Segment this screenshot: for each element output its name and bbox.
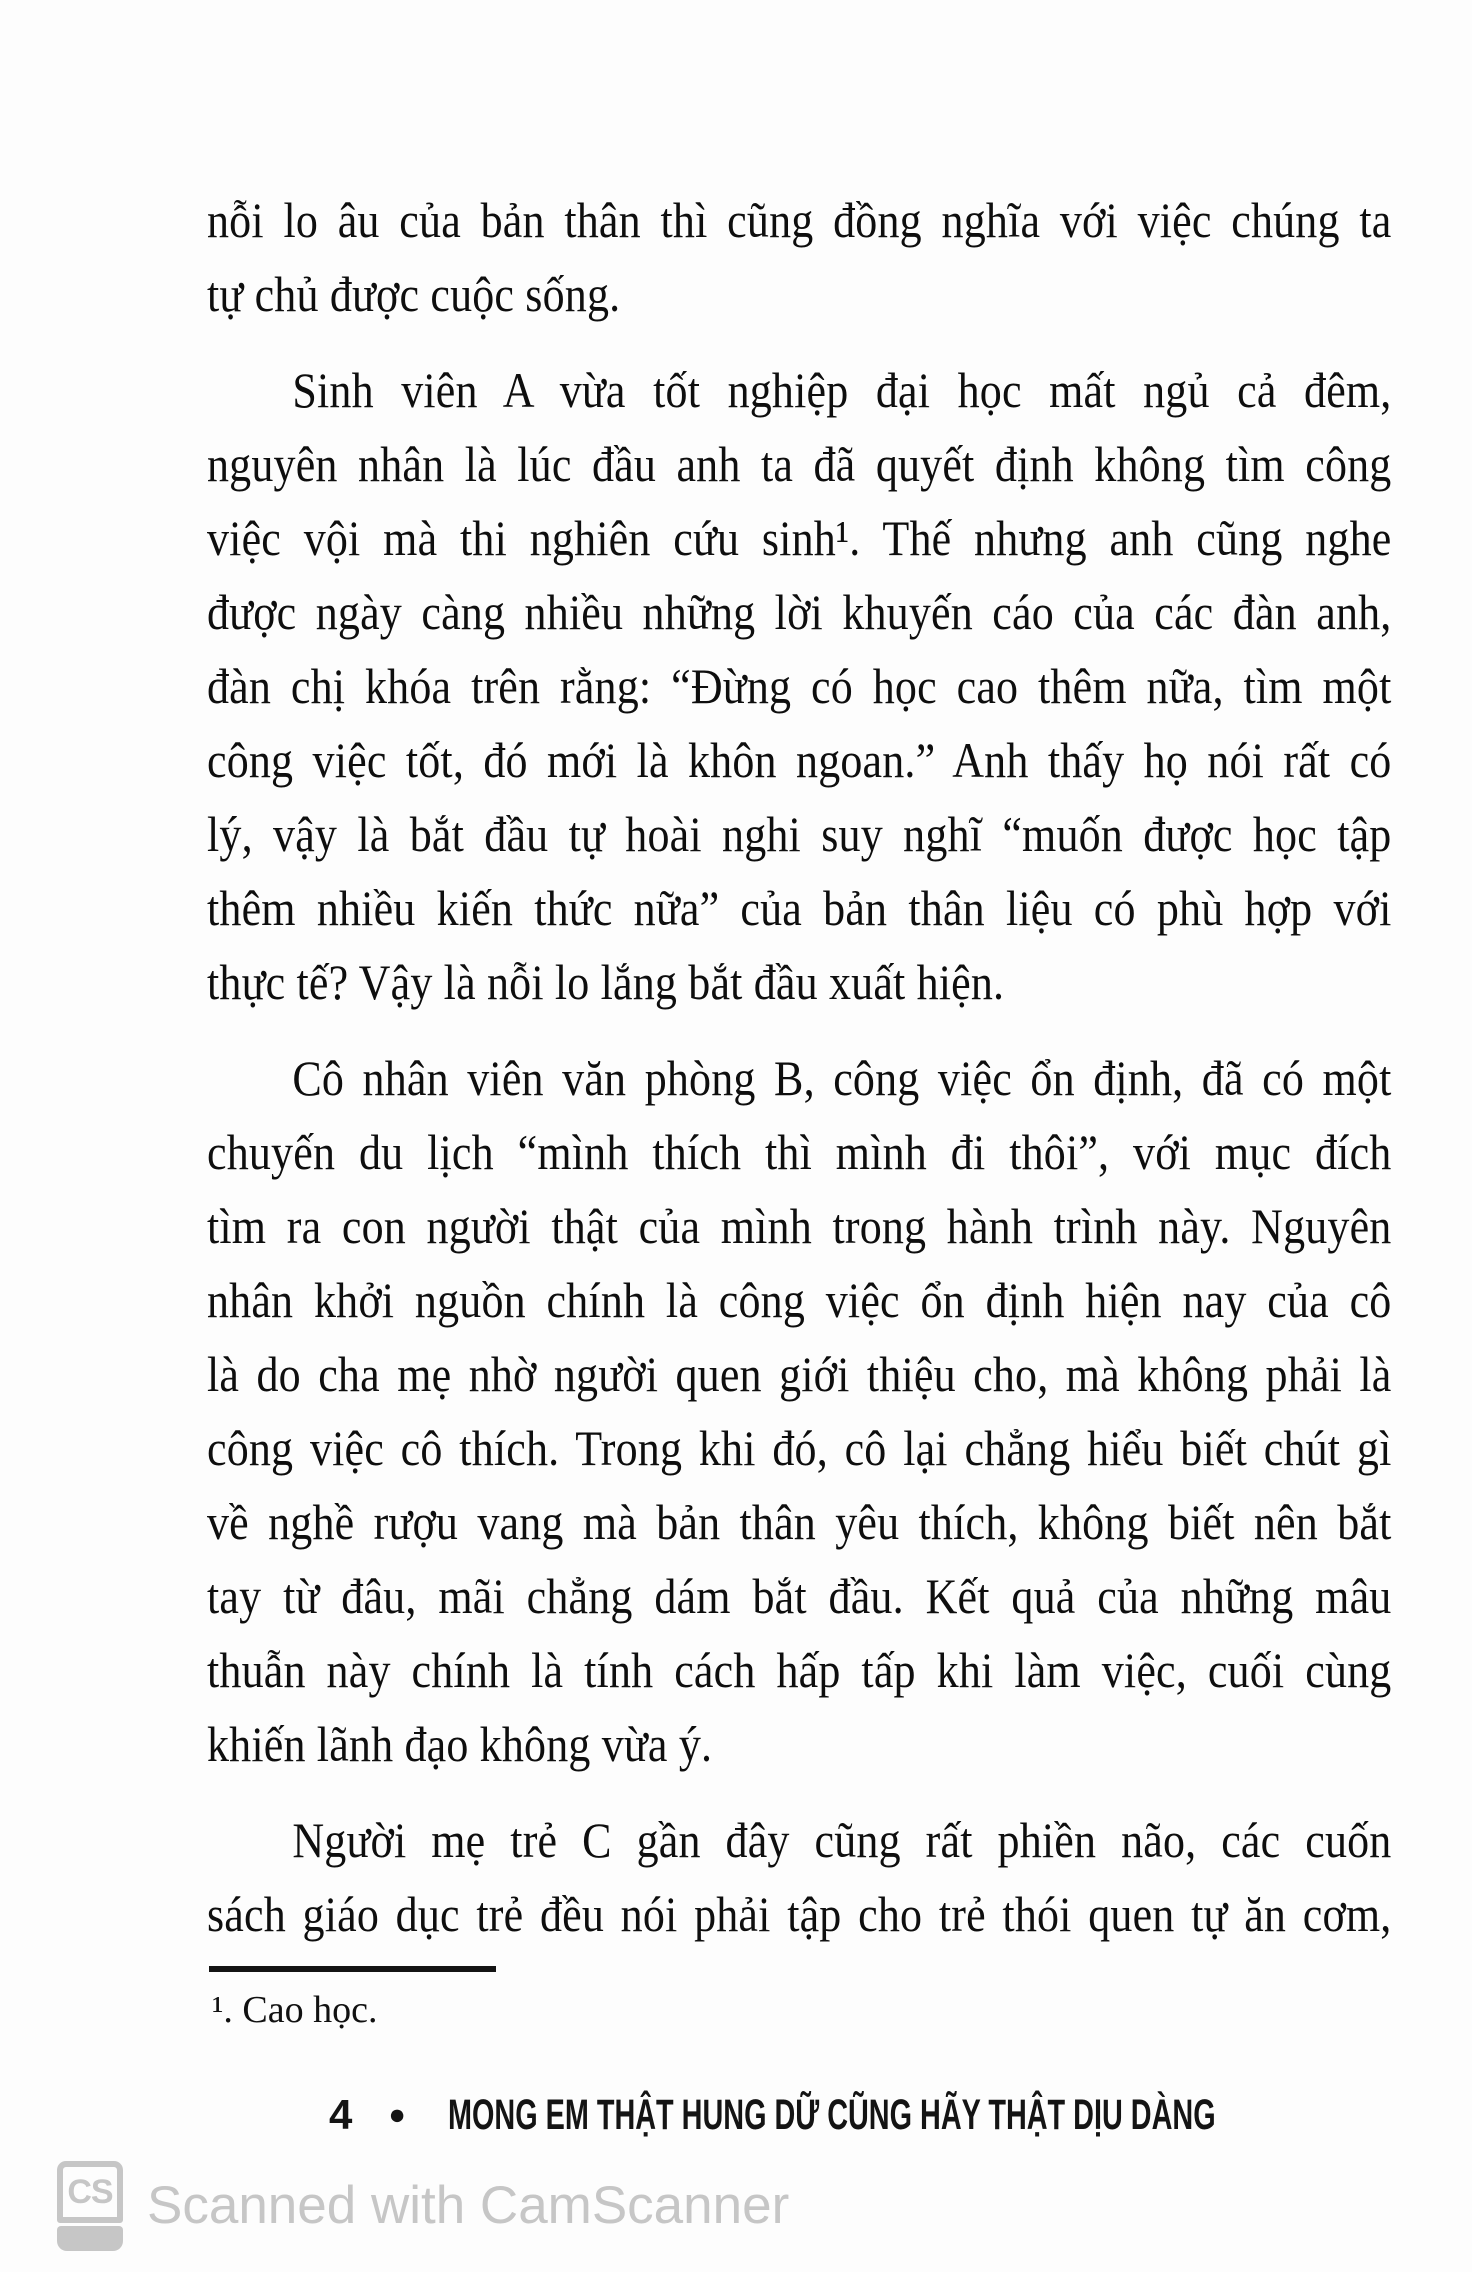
text-line: là do cha mẹ nhờ người quen giới thiệu cho, mà không phải là [207, 1346, 1392, 1402]
cs-logo-frame [57, 2161, 123, 2223]
running-book-title: MONG EM THẬT HUNG DỮ CŨNG HÃY THẬT DỊU DÀNG [447, 2091, 1216, 2139]
footnote-text: ¹. Cao học. [212, 1989, 378, 2031]
paragraph [207, 1803, 1472, 1951]
text-line: tìm ra con người thật của mình trong hành trình này. Nguyên [207, 1198, 1392, 1254]
text-line: thuẫn này chính là tính cách hấp tấp khi làm việc, cuối cùng [207, 1642, 1392, 1698]
text-line: nhân khởi nguồn chính là công việc ổn định hiện nay của cô [207, 1272, 1392, 1328]
text-line: nỗi lo âu của bản thân thì cũng đồng nghĩa với việc chúng ta [207, 192, 1392, 248]
paragraph [207, 183, 1472, 331]
text-line: về nghề rượu vang mà bản thân yêu thích, không biết nên bắt [207, 1494, 1392, 1550]
text-line: khiến lãnh đạo không vừa ý. [207, 1716, 713, 1772]
text-line: công việc cô thích. Trong khi đó, cô lại chẳng hiểu biết chút gì [207, 1420, 1392, 1476]
footnote-divider [209, 1966, 496, 1972]
text-line: Người mẹ trẻ C gần đây cũng rất phiền não, các cuốn [292, 1812, 1392, 1868]
text-line: nguyên nhân là lúc đầu anh ta đã quyết định không tìm công [207, 436, 1392, 492]
text-line: được ngày càng nhiều những lời khuyến cáo của các đàn anh, [207, 584, 1392, 640]
text-line: Cô nhân viên văn phòng B, công việc ổn định, đã có một [292, 1050, 1392, 1106]
text-line: lý, vậy là bắt đầu tự hoài nghi suy nghĩ “muốn được học tập [207, 806, 1392, 862]
camscanner-watermark [57, 2161, 789, 2251]
body-text-block [207, 183, 1472, 1951]
paragraph [207, 1041, 1472, 1781]
text-line: sách giáo dục trẻ đều nói phải tập cho trẻ thói quen tự ăn cơm, [207, 1886, 1392, 1942]
text-line: tay từ đâu, mãi chẳng dám bắt đầu. Kết quả của những mâu [207, 1568, 1392, 1624]
text-line: thực tế? Vậy là nỗi lo lắng bắt đầu xuất hiện. [207, 954, 1005, 1010]
text-line: đàn chị khóa trên rằng: “Đừng có học cao thêm nữa, tìm một [207, 658, 1392, 714]
page-number: 4 [329, 2091, 353, 2138]
text-line: việc vội mà thi nghiên cứu sinh¹. Thế nhưng anh cũng nghe [207, 510, 1392, 566]
bullet-icon: ● [388, 2099, 406, 2131]
text-line: thêm nhiều kiến thức nữa” của bản thân liệu có phù hợp với [207, 880, 1392, 936]
camscanner-logo-icon [57, 2161, 123, 2251]
cs-logo-letters: CS [67, 2172, 113, 2211]
page-footer [329, 2090, 1472, 2140]
cs-logo-base [57, 2226, 123, 2251]
text-line: công việc tốt, đó mới là khôn ngoan.” Anh thấy họ nói rất có [207, 732, 1392, 788]
text-line: chuyến du lịch “mình thích thì mình đi thôi”, với mục đích [207, 1124, 1392, 1180]
text-line: Sinh viên A vừa tốt nghiệp đại học mất ngủ cả đêm, [292, 362, 1392, 418]
watermark-text: Scanned with CamScanner [147, 2176, 790, 2235]
text-line: tự chủ được cuộc sống. [207, 266, 621, 322]
paragraph [207, 353, 1472, 1019]
